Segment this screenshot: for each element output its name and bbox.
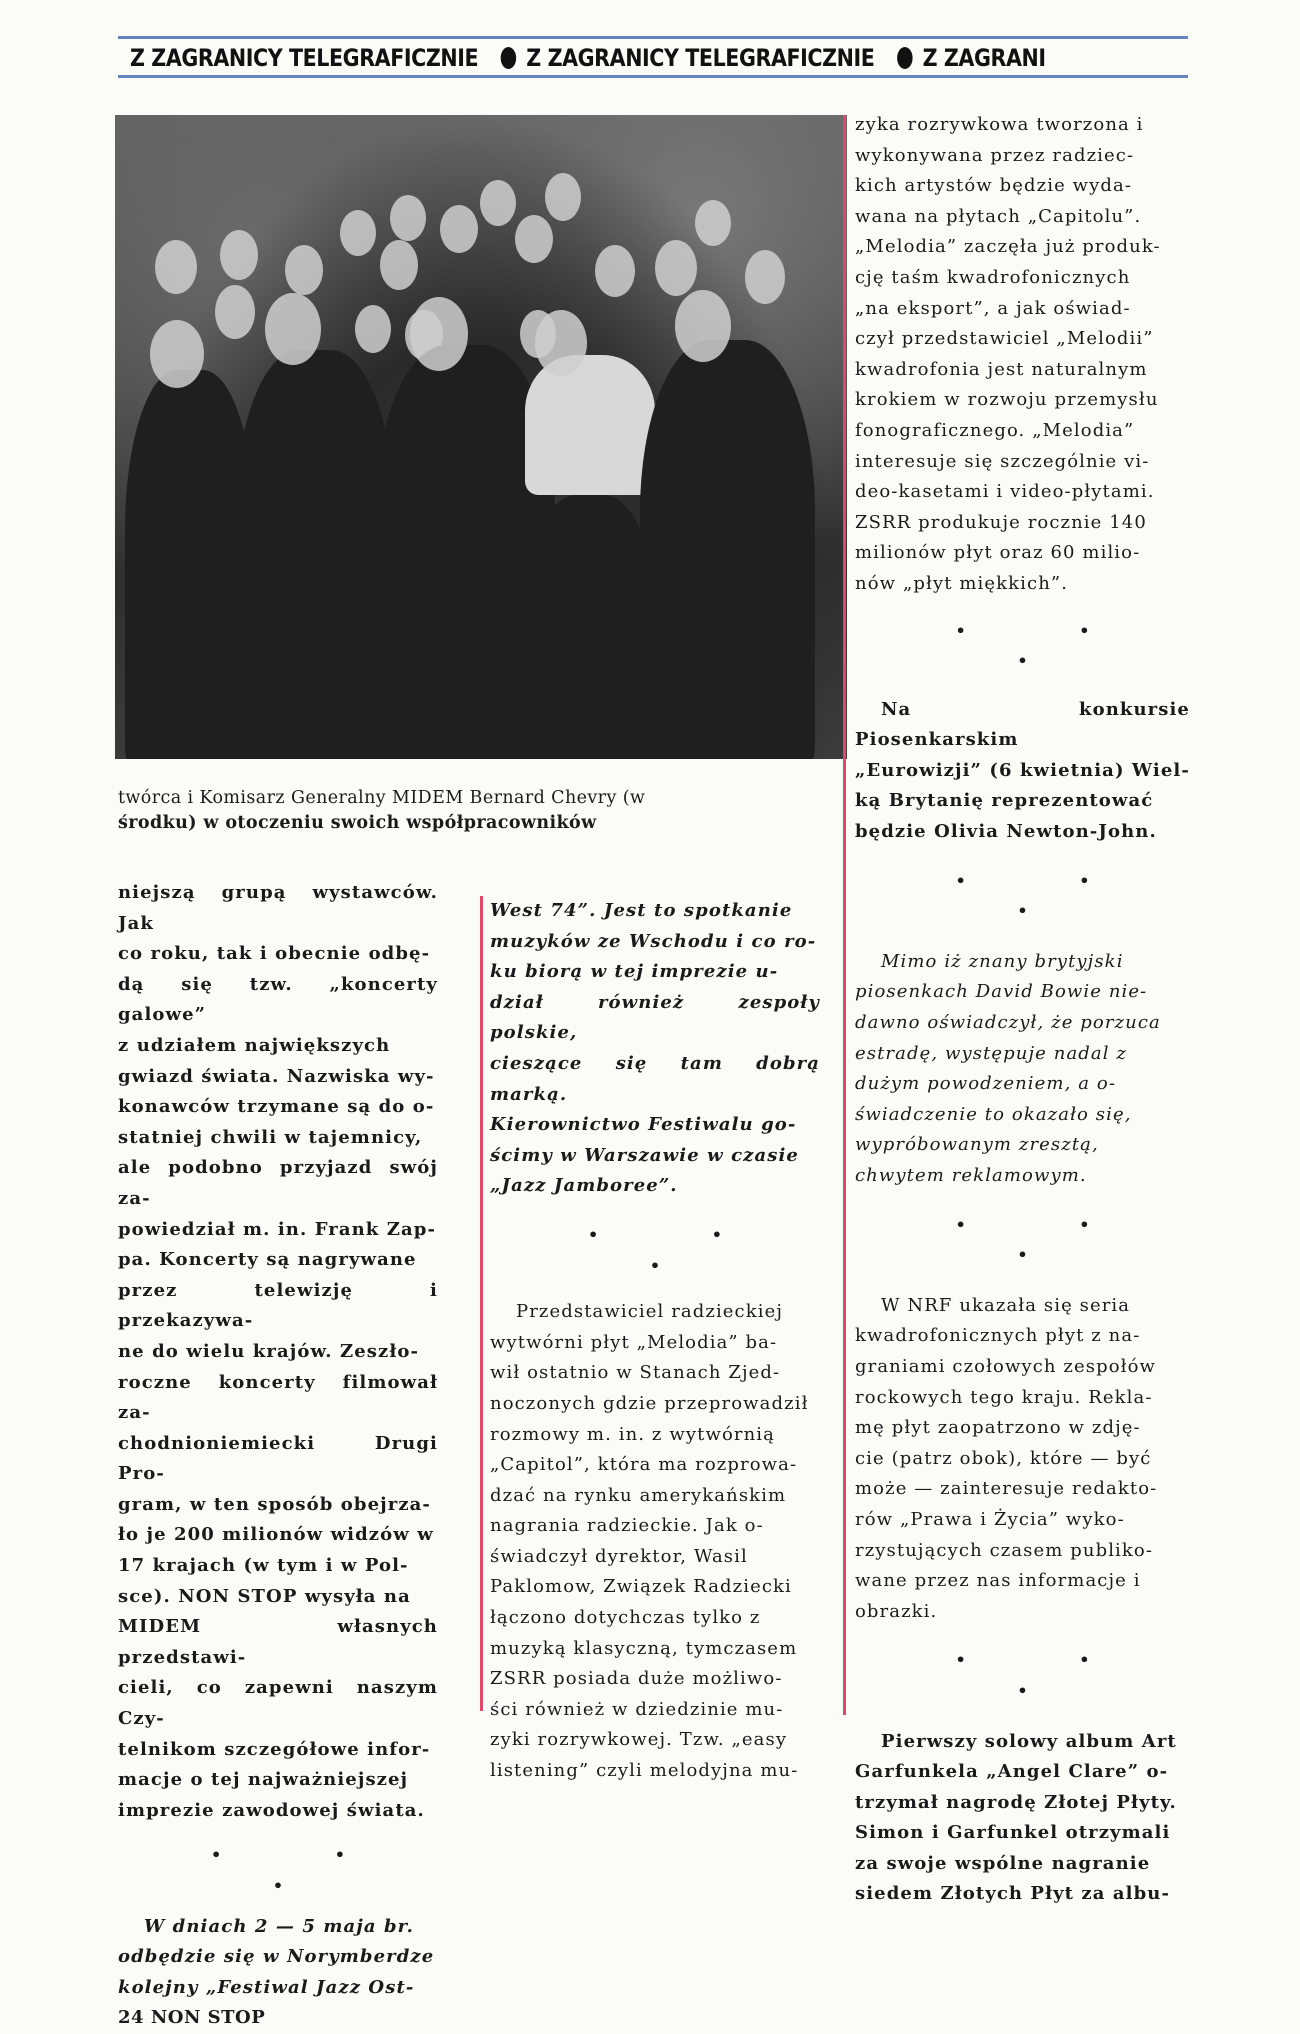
text-line: graniami czołowych zespołów	[855, 1355, 1157, 1377]
text-line: rozmowy m. in. z wytwórnią	[490, 1423, 775, 1445]
photo-face	[440, 205, 478, 253]
text-line: za swoje wspólne nagranie	[855, 1852, 1151, 1874]
text-line: „Capitol”, która ma rozprowa-	[490, 1454, 798, 1476]
text-line: piosenkach David Bowie nie-	[855, 981, 1148, 1003]
text-line: ło je 200 milionów widzów w	[118, 1524, 434, 1546]
text-line: cie (patrz obok), które — być	[855, 1447, 1152, 1469]
photo-face	[285, 245, 323, 295]
photo-face	[480, 180, 516, 226]
text-line: Simon i Garfunkel otrzymali	[855, 1822, 1171, 1844]
text-line: „Eurowizji” (6 kwietnia) Wiel-	[855, 759, 1190, 781]
text-line: zyki rozrywkowej. Tzw. „easy	[490, 1729, 788, 1751]
photo-figure	[525, 495, 655, 759]
text-line: ką Brytanię reprezentować	[855, 790, 1154, 812]
text-line: estradę, występuje nadal z	[855, 1042, 1127, 1064]
text-line: nów „płyt miękkich”.	[855, 572, 1069, 594]
section-separator: • • •	[955, 1650, 1144, 1700]
text-line: powiedział m. in. Frank Zap-	[118, 1218, 437, 1240]
text-line: Pierwszy solowy album Art	[881, 1730, 1177, 1752]
article-nrf-quadrophonic	[855, 1291, 1190, 1628]
article-art-garfunkel	[855, 1727, 1190, 1911]
text-line: wykonywana przez radziec-	[855, 144, 1135, 166]
text-line: Przedstawiciel radzieckiej	[516, 1301, 784, 1323]
column-left	[118, 878, 438, 2034]
article-jazz-festival-continued	[490, 896, 820, 1202]
text-line: Paklomow, Związek Radziecki	[490, 1576, 792, 1598]
text-line: roczne koncerty filmował za-	[118, 1371, 438, 1424]
text-line: obrazki.	[855, 1600, 938, 1622]
photo-face	[150, 320, 204, 388]
column-middle	[490, 896, 820, 1787]
text-line: ścimy w Warszawie w czasie	[490, 1144, 799, 1166]
photo-face	[355, 305, 391, 353]
text-line: gram, w ten sposób obejrza-	[118, 1493, 432, 1515]
text-line: rów „Prawa i Życia” wyko-	[855, 1508, 1125, 1530]
photo-face	[340, 210, 376, 256]
photo-face	[155, 240, 197, 294]
text-line: ku biorą w tej imprezie u-	[490, 961, 779, 983]
header-rule-bottom	[118, 75, 1188, 78]
running-title-2: Z ZAGRANICY TELEGRAFICZNIE	[526, 44, 875, 72]
text-line: kwadrofonicznych płyt z na-	[855, 1325, 1141, 1347]
text-line: krokiem w rozwoju przemysłu	[855, 389, 1159, 411]
text-line: W NRF ukazała się seria	[881, 1294, 1131, 1316]
text-line: ale podobno przyjazd swój za-	[118, 1157, 438, 1209]
text-line: łączono dotychczas tylko z	[490, 1607, 761, 1629]
photo-face	[535, 310, 587, 376]
column-rule	[480, 896, 483, 1711]
text-line: z udziałem największych	[118, 1034, 391, 1056]
caption-line: środku) w otoczeniu swoich współpracowników	[118, 813, 597, 833]
photo-face	[515, 215, 553, 263]
text-line: odbędzie się w Norymberdze	[118, 1946, 435, 1968]
group-photo	[115, 115, 847, 759]
article-david-bowie	[855, 947, 1190, 1192]
text-line: noczonych gdzie przeprowadził	[490, 1392, 809, 1414]
photo-face	[545, 173, 581, 221]
photo-face	[410, 297, 468, 371]
text-line: muzyków ze Wschodu i co ro-	[490, 930, 817, 952]
article-melodia	[490, 1297, 820, 1787]
text-line: MIDEM własnych przedstawi-	[118, 1616, 438, 1668]
text-line: 17 krajach (w tym i w Pol-	[118, 1555, 409, 1577]
text-line: cję taśm kwadrofonicznych	[855, 266, 1131, 288]
text-line: co roku, tak i obecnie odbę-	[118, 943, 431, 965]
photo-face	[380, 240, 418, 290]
text-line: siedem Złotych Płyt za albu-	[855, 1883, 1171, 1905]
text-line: sce). NON STOP wysyła na	[118, 1585, 411, 1607]
text-line: W dniach 2 — 5 maja br.	[144, 1915, 414, 1937]
text-line: wypróbowanym zresztą,	[855, 1134, 1099, 1156]
text-line: dział również zespoły polskie,	[490, 991, 820, 1044]
text-line: przez telewizję i przekazywa-	[118, 1279, 438, 1332]
text-line: nagrania radzieckie. Jak o-	[490, 1515, 764, 1537]
text-line: pa. Koncerty są nagrywane	[118, 1249, 417, 1271]
photo-face	[265, 293, 321, 365]
photo-face	[390, 195, 426, 241]
text-line: West 74”. Jest to spotkanie	[490, 900, 793, 921]
text-line: świadczenie to okazało się,	[855, 1103, 1132, 1125]
photo-face	[655, 240, 697, 296]
text-line: interesuje się szczególnie vi-	[855, 450, 1150, 472]
article-midem-continued	[118, 878, 438, 1826]
text-line: deo-kasetami i video-płytami.	[855, 481, 1155, 503]
text-line: listening” czyli melodyjna mu-	[490, 1760, 799, 1782]
section-separator: • • •	[955, 870, 1144, 921]
text-line: gwiazd świata. Nazwiska wy-	[118, 1065, 435, 1087]
text-line: wane przez nas informacje i	[855, 1570, 1141, 1592]
text-line: „Melodia” zaczęła już produk-	[855, 236, 1161, 258]
photo-face	[695, 200, 731, 246]
text-line: „na eksport”, a jak oświad-	[855, 297, 1131, 319]
text-line: dą się tzw. „koncerty galowe”	[118, 973, 438, 1026]
photo-face	[595, 245, 635, 297]
caption-line: twórca i Komisarz Generalny MIDEM Bernard Chevry (w	[118, 788, 646, 808]
text-line: chodnioniemiecki Drugi Pro-	[118, 1432, 438, 1485]
text-line: dzać na rynku amerykańskim	[490, 1484, 787, 1506]
text-line: kich artystów będzie wyda-	[855, 175, 1133, 197]
text-line: ne do wielu krajów. Zeszło-	[118, 1340, 420, 1362]
text-line: Kierownictwo Festiwalu go-	[490, 1114, 797, 1136]
text-line: fonograficznego. „Melodia”	[855, 419, 1135, 441]
photo-face	[745, 250, 785, 304]
text-line: imprezie zawodowej świata.	[118, 1799, 425, 1821]
header-rule-top	[118, 36, 1188, 39]
column-right	[855, 110, 1190, 1910]
section-separator: • • •	[955, 620, 1144, 671]
text-line: mę płyt zaopatrzono w zdję-	[855, 1417, 1141, 1439]
text-line: świadczył dyrektor, Wasil	[490, 1545, 748, 1567]
text-line: konawców trzymane są do o-	[118, 1096, 435, 1118]
photo-figure	[640, 340, 815, 759]
text-line: zyka rozrywkowa tworzona i	[855, 114, 1144, 135]
column-rule	[843, 115, 846, 1715]
text-line: kwadrofonia jest naturalnym	[855, 358, 1148, 380]
article-jazz-festival	[118, 1912, 438, 2004]
text-line: wytwórni płyt „Melodia” ba-	[490, 1331, 778, 1353]
text-line: będzie Olivia Newton-John.	[855, 821, 1157, 843]
text-line: niejszą grupą wystawców. Jak	[118, 882, 438, 934]
section-separator: • • •	[955, 1214, 1144, 1265]
text-line: dużym powodzeniem, a o-	[855, 1073, 1117, 1095]
text-line: macje o tej najważniejszej	[118, 1769, 409, 1791]
text-line: trzymał nagrodę Złotej Płyty.	[855, 1791, 1177, 1813]
text-line: rockowych tego kraju. Rekla-	[855, 1386, 1153, 1408]
text-line: Na konkursie Piosenkarskim	[855, 698, 1190, 751]
text-line: może — zainteresuje redakto-	[855, 1478, 1158, 1500]
text-line: cieszące się tam dobrą marką.	[490, 1052, 820, 1105]
page-folio: 24 NON STOP	[118, 2007, 266, 2029]
bullet-icon	[500, 47, 515, 69]
text-line: Garfunkela „Angel Clare” o-	[855, 1761, 1169, 1783]
photo-face	[215, 285, 255, 339]
text-line: czył przedstawiciel „Melodii”	[855, 328, 1154, 350]
section-separator: • • •	[210, 1845, 400, 1895]
text-line: wił ostatnio w Stanach Zjed-	[490, 1362, 781, 1384]
text-line: milionów płyt oraz 60 milio-	[855, 542, 1141, 564]
photo-figure	[525, 355, 655, 495]
photo-face	[220, 230, 258, 280]
article-melodia-continued	[855, 110, 1190, 600]
text-line: ZSRR posiada duże możliwo-	[490, 1668, 783, 1690]
running-header	[118, 30, 1188, 82]
text-line: chwytem reklamowym.	[855, 1165, 1087, 1186]
photo-face	[675, 290, 731, 362]
text-line: rzystujących czasem publiko-	[855, 1539, 1154, 1561]
photo-figure	[235, 350, 395, 759]
bullet-icon	[897, 47, 912, 69]
section-separator: • • •	[587, 1224, 777, 1275]
text-line: statniej chwili w tajemnicy,	[118, 1126, 423, 1148]
text-line: Mimo iż znany brytyjski	[881, 950, 1124, 972]
article-eurovision	[855, 695, 1190, 848]
running-title	[130, 44, 1046, 72]
text-line: ści również w dziedzinie mu-	[490, 1698, 784, 1720]
text-line: muzyką klasyczną, tymczasem	[490, 1637, 798, 1659]
running-title-3: Z ZAGRANI	[922, 44, 1046, 72]
text-line: wana na płytach „Capitolu”.	[855, 205, 1142, 227]
text-line: kolejny „Festiwal Jazz Ost-	[118, 1976, 415, 1998]
photo-caption	[118, 786, 818, 836]
text-line: ZSRR produkuje rocznie 140	[855, 511, 1147, 533]
running-title-1: Z ZAGRANICY TELEGRAFICZNIE	[130, 44, 479, 72]
text-line: dawno oświadczył, że porzuca	[855, 1012, 1161, 1034]
text-line: cieli, co zapewni naszym Czy-	[118, 1677, 438, 1730]
text-line: „Jazz Jamboree”.	[490, 1175, 678, 1197]
text-line: telnikom szczegółowe infor-	[118, 1738, 431, 1760]
